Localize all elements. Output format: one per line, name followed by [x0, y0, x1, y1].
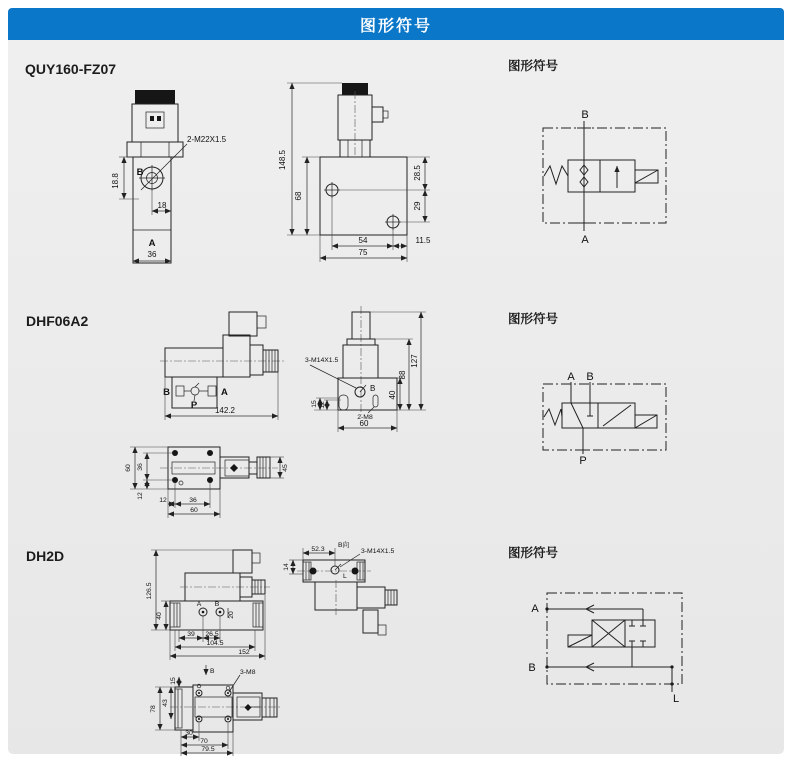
dim-60-left: 60	[125, 464, 132, 472]
dim-70: 70	[200, 738, 208, 745]
bolt-callout: 3-M8	[240, 669, 256, 676]
spring-symbol	[544, 409, 562, 425]
connector	[229, 312, 257, 336]
dim-39: 39	[187, 631, 195, 638]
symbol-heading-2: 图形符号	[508, 312, 559, 326]
dim-142-2: 142.2	[214, 406, 236, 415]
dim-126-5: 126.5	[146, 582, 153, 600]
dim-20: 20	[228, 611, 235, 619]
spring-symbol	[544, 166, 568, 184]
dim-36-bottom: 36	[189, 497, 197, 504]
dim-45: 45	[282, 464, 289, 472]
symbol-port-l: L	[672, 693, 680, 705]
symbol-heading-3: 图形符号	[508, 546, 559, 560]
valve-body	[165, 348, 223, 377]
thread-callout: 3-M14X1.5	[305, 357, 339, 364]
dim-36: 36	[147, 250, 157, 259]
port-a-label: A	[196, 601, 202, 608]
symbol-port-b: B	[581, 109, 589, 121]
dim-127: 127	[410, 354, 419, 368]
port-p-label: P	[190, 400, 198, 411]
dim-14: 14	[283, 563, 290, 571]
bolt-callout: 2-M8	[357, 414, 373, 421]
thread-callout: 2-M22X1.5	[187, 135, 227, 144]
dhf06a2-top-view-drawing	[110, 430, 295, 530]
dim-60: 60	[359, 419, 369, 428]
connector	[363, 610, 378, 633]
port-b-label: B	[370, 384, 376, 393]
dim-79-5: 79.5	[201, 746, 215, 753]
port-l-label: L	[343, 573, 347, 580]
dim-26-5: 26.5	[205, 631, 219, 638]
symbol-heading-1: 图形符号	[508, 59, 559, 73]
dh2d-b-view-drawing	[285, 540, 430, 660]
dh2d-symbol	[520, 578, 770, 723]
port-a-label: A	[148, 238, 156, 249]
connector	[233, 550, 252, 573]
dim-75: 75	[358, 248, 368, 257]
dim-78: 78	[150, 705, 157, 713]
symbol-port-b: B	[586, 371, 594, 383]
port-a-label: A	[221, 387, 228, 398]
dim-29: 29	[413, 201, 422, 211]
dim-88: 88	[398, 370, 407, 380]
thread-callout: 3-M14X1.5	[361, 548, 395, 555]
dh2d-top-view-drawing	[130, 655, 320, 760]
quy160-side-view-drawing	[275, 65, 490, 280]
dim-68: 68	[294, 191, 303, 201]
symbol-border	[543, 384, 666, 450]
dim-36-left: 36	[137, 463, 144, 471]
section-title-quy160: QUY160-FZ07	[25, 61, 117, 77]
dim-152: 152	[238, 649, 250, 656]
dim-18: 18	[157, 201, 167, 210]
dim-52-3: 52.3	[311, 546, 325, 553]
port-b-label: B	[214, 601, 220, 608]
symbol-port-a: A	[567, 371, 575, 383]
dhf06a2-front-view-drawing	[300, 295, 450, 440]
dim-28-5: 28.5	[413, 165, 422, 181]
dim-54: 54	[358, 236, 368, 245]
port-b-label: B	[163, 387, 170, 398]
dim-11-5: 11.5	[415, 236, 431, 245]
dim-40: 40	[388, 390, 397, 400]
page-header	[8, 8, 784, 40]
dim-12-left: 12	[137, 492, 144, 500]
dim-15: 15	[311, 400, 318, 408]
symbol-port-a: A	[581, 234, 589, 246]
dim-18-8: 18.8	[111, 173, 120, 189]
section-title-dh2d: DH2D	[26, 548, 65, 564]
dim-12: 12	[319, 401, 326, 409]
symbol-port-a: A	[531, 603, 539, 615]
dim-12-bottom: 12	[159, 497, 167, 504]
page-header-title: 图形符号	[359, 17, 432, 35]
dim-148-5: 148.5	[278, 149, 287, 171]
dim-43: 43	[162, 699, 169, 707]
dim-30: 30	[185, 730, 193, 737]
quy160-front-view-drawing	[95, 78, 280, 278]
solenoid-cap	[135, 90, 175, 104]
valve-nut	[127, 142, 183, 157]
dhf06a2-symbol	[530, 330, 765, 465]
quy160-symbol	[530, 88, 765, 263]
dim-104-5: 104.5	[206, 640, 224, 647]
view-label: B向	[338, 542, 350, 549]
symbol-port-p: P	[579, 455, 587, 467]
symbol-port-b: B	[528, 662, 536, 674]
dim-15: 15	[170, 677, 177, 685]
dim-40: 40	[156, 612, 163, 620]
view-label: B	[210, 668, 215, 675]
port-b-label: B	[136, 167, 144, 178]
dim-60-bottom: 60	[190, 507, 198, 514]
section-title-dhf06a2: DHF06A2	[26, 313, 89, 329]
